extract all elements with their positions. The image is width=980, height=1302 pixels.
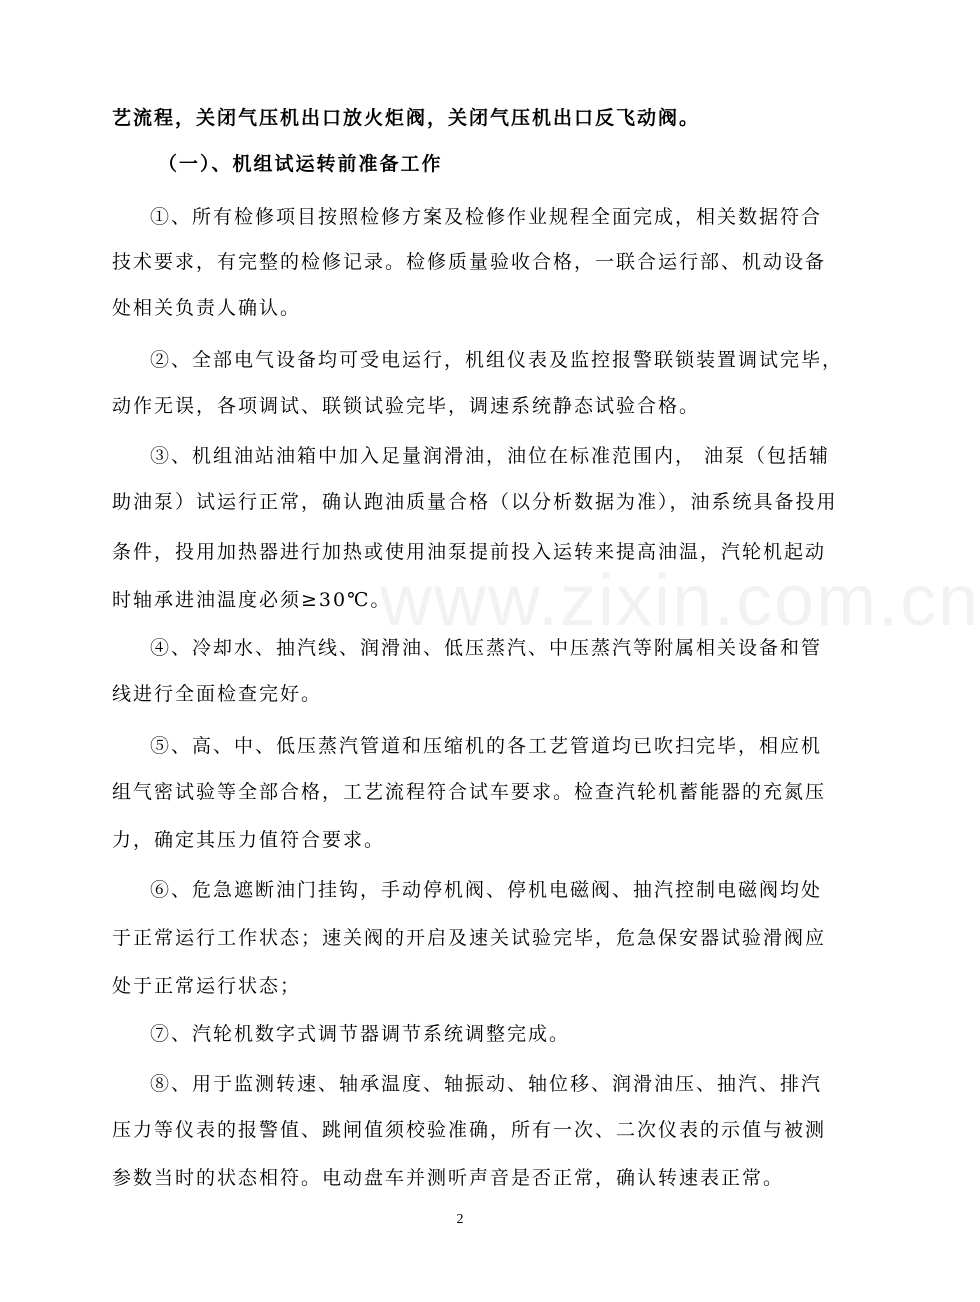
watermark: www.zixin.com.cn: [380, 561, 980, 641]
paragraph-line: ⑥、危急遮断油门挂钩，手动停机阀、停机电磁阀、抽汽控制电磁阀均处: [150, 879, 823, 901]
paragraph-line: ⑧、用于监测转速、轴承温度、轴振动、轴位移、润滑油压、抽汽、排汽: [150, 1073, 823, 1095]
paragraph-line: ①、所有检修项目按照检修方案及检修作业规程全面完成，相关数据符合: [150, 206, 823, 228]
paragraph-line: 线进行全面检查完好。: [112, 683, 323, 705]
paragraph-line: ④、冷却水、抽汽线、润滑油、低压蒸汽、中压蒸汽等附属相关设备和管: [150, 637, 823, 659]
paragraph-line: 技术要求，有完整的检修记录。检修质量验收合格，一联合运行部、机动设备: [112, 251, 827, 273]
paragraph-line: ⑤、高、中、低压蒸汽管道和压缩机的各工艺管道均已吹扫完毕，相应机: [150, 735, 823, 757]
paragraph-line: ②、全部电气设备均可受电运行，机组仪表及监控报警联锁装置调试完毕，: [150, 349, 844, 371]
paragraph-line: 动作无误，各项调试、联锁试验完毕，调速系统静态试验合格。: [112, 395, 701, 417]
paragraph-line: 助油泵）试运行正常，确认跑油质量合格（以分析数据为准），油系统具备投用: [112, 491, 838, 513]
paragraph-line: 条件，投用加热器进行加热或使用油泵提前投入运转来提高油温，汽轮机起动: [112, 541, 827, 563]
paragraph-line: 于正常运行工作状态；速关阀的开启及速关试验完毕，危急保安器试验滑阀应: [112, 927, 827, 949]
paragraph-line: 压力等仪表的报警值、跳闸值须校验准确，所有一次、二次仪表的示值与被测: [112, 1119, 827, 1141]
continuation-line: 艺流程，关闭气压机出口放火炬阀，关闭气压机出口反飞动阀。: [112, 107, 701, 129]
paragraph-line: 参数当时的状态相符。电动盘车并测听声音是否正常，确认转速表正常。: [112, 1167, 785, 1189]
section-heading: （一）、机组试运转前准备工作: [158, 153, 443, 175]
paragraph-line: 时轴承进油温度必须≥30℃。: [112, 589, 392, 611]
paragraph-line: 处相关负责人确认。: [112, 297, 302, 319]
paragraph-line: 处于正常运行状态；: [112, 975, 302, 997]
paragraph-line: ③、机组油站油箱中加入足量润滑油，油位在标准范围内， 油泵（包括辅: [150, 445, 831, 467]
paragraph-line: 组气密试验等全部合格，工艺流程符合试车要求。检查汽轮机蓄能器的充氮压: [112, 781, 827, 803]
page-number: 2: [456, 1212, 464, 1227]
paragraph-line: ⑦、汽轮机数字式调节器调节系统调整完成。: [150, 1023, 571, 1045]
paragraph-line: 力，确定其压力值符合要求。: [112, 829, 386, 851]
